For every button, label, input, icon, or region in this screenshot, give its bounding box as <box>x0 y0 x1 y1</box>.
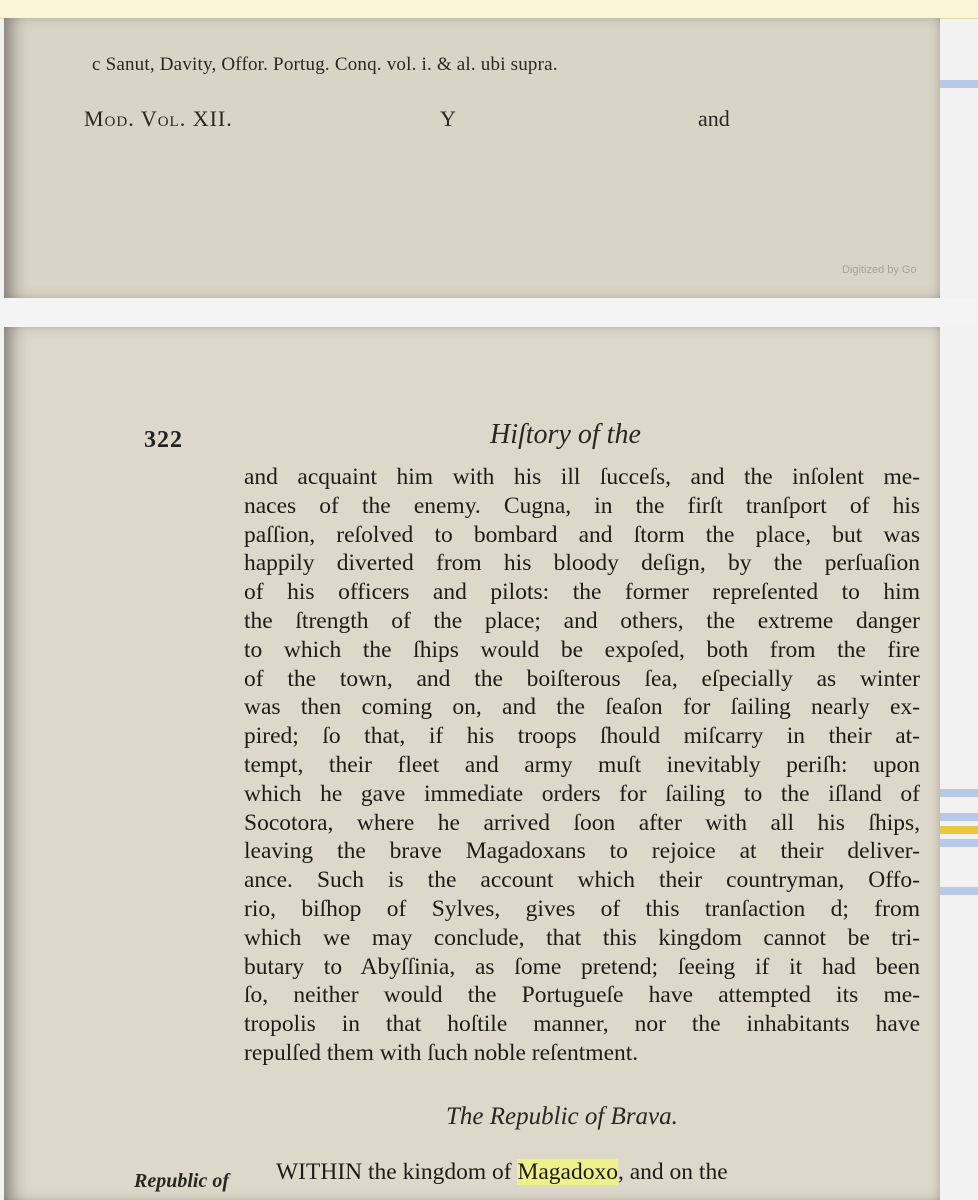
footnote: c Sanut, Davity, Offor. Portug. Conq. vol. i. & al. ubi supra. <box>92 54 558 75</box>
running-head: Hiſtory of the <box>490 419 641 450</box>
scroll-marker <box>940 839 978 847</box>
text-line: tropolis in that hoſtile manner, nor the inhabitants have <box>244 1011 920 1038</box>
scroll-marker <box>940 813 978 821</box>
search-highlight: Magadoxo <box>517 1159 618 1185</box>
scroll-marker <box>940 887 978 895</box>
text-line: of his officers and pilots: the former repreſented to him <box>244 579 920 606</box>
current-page-scan <box>4 327 940 1200</box>
text-line: ance. Such is the account which their countryman, Offo- <box>244 867 920 894</box>
text-line: ſo, neither would the Portugueſe have attempted its me- <box>244 982 920 1009</box>
text-line: butary to Abyſſinia, as ſome pretend; ſeeing if it had been <box>244 953 920 980</box>
text-line: and acquaint him with his ill ſucceſs, and the inſolent me- <box>244 464 920 490</box>
body-text <box>244 463 920 1068</box>
margin-note: Republic of <box>134 1170 229 1192</box>
page-number: 322 <box>144 427 183 453</box>
signature-letter: Y <box>440 106 456 131</box>
text-line: the ſtrength of the place; and others, the extreme danger <box>244 607 920 634</box>
scroll-marker-active <box>940 826 978 834</box>
section-title: The Republic of Brava. <box>446 1103 678 1130</box>
final-line-start: WITHIN the kingdom of <box>276 1159 518 1185</box>
text-line: tempt, their fleet and army muſt inevitably periſh: upon <box>244 751 920 778</box>
catchword: and <box>698 106 730 131</box>
text-line: repulſed them with ſuch noble reſentment. <box>244 1039 639 1066</box>
page-separator <box>0 298 978 327</box>
text-line: happily diverted from his bloody deſign, by the perſuaſion <box>244 550 920 577</box>
text-line: paſſion, reſolved to bombard and ſtorm the place, but was <box>244 521 920 548</box>
digitized-watermark: Digitized by Go <box>842 264 917 276</box>
text-line: Socotora, where he arrived ſoon after with all his ſhips, <box>244 809 920 836</box>
text-line: to which the ſhips would be expoſed, both from the fire <box>244 636 920 663</box>
text-line: was then coming on, and the ſeaſon for ſailing nearly ex- <box>244 694 920 721</box>
text-line: of the town, and the boiſterous ſea, eſpecially as winter <box>244 665 920 692</box>
text-line: pired; ſo that, if his troops ſhould miſcarry in their at- <box>244 723 920 750</box>
top-toolbar-strip <box>0 0 978 19</box>
signature-volume: Mod. Vol. XII. <box>84 106 233 131</box>
text-line: rio, biſhop of Sylves, gives of this tranſaction d; from <box>244 895 920 922</box>
text-line: which he gave immediate orders for ſailing to the iſland of <box>244 780 920 807</box>
text-line: leaving the brave Magadoxans to rejoice at their deliver- <box>244 838 920 865</box>
previous-page-scan <box>4 18 940 298</box>
scroll-marker <box>940 789 978 797</box>
text-line: naces of the enemy. Cugna, in the firſt tranſport of his <box>244 492 920 519</box>
text-line: which we may conclude, that this kingdom cannot be tri- <box>244 924 920 951</box>
scroll-marker <box>940 80 978 88</box>
final-text-line <box>276 1159 920 1186</box>
final-line-end: , and on the <box>618 1159 728 1185</box>
